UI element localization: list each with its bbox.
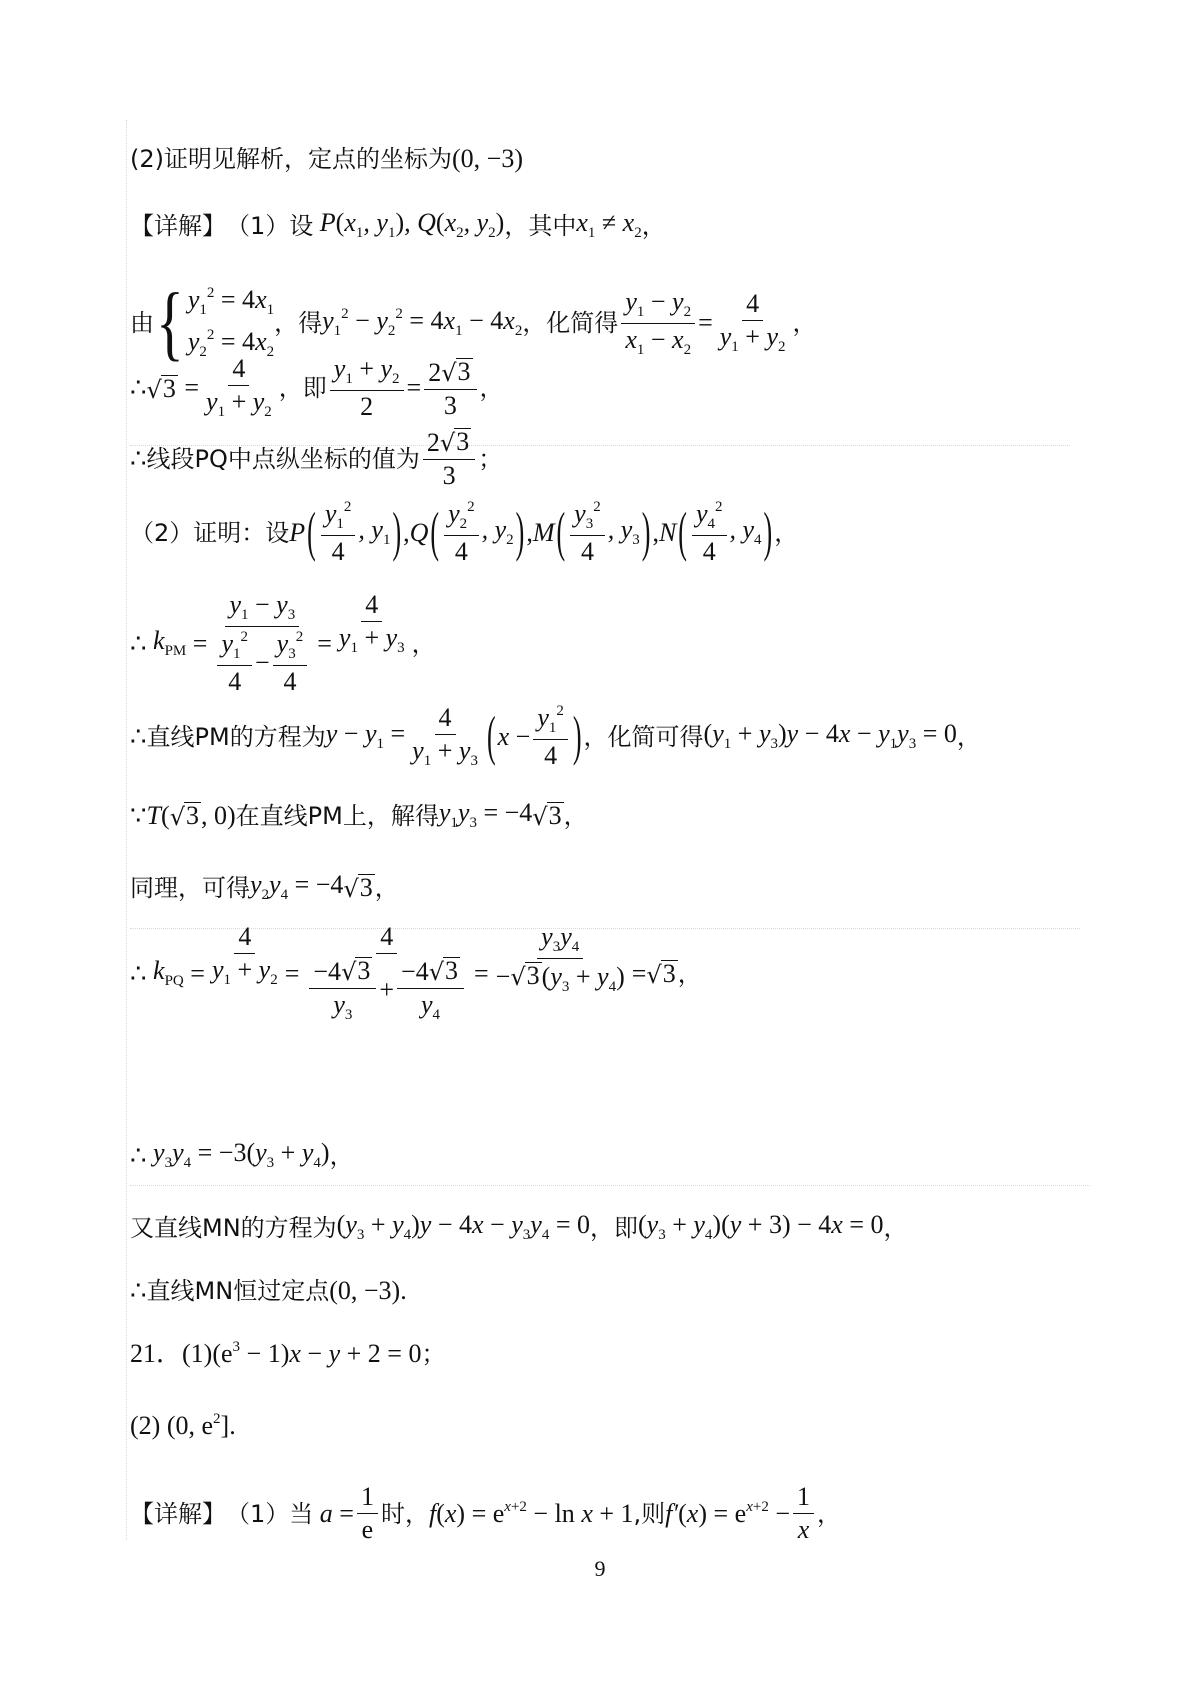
q21-detail-line: 【详解】 （1）当 a = $\frac{1}{e}$ 时， $f(x) = e^{x+2} - \ln x + 1$ ,则 $f'(x) = e^{x+2}$ − $\frac{1}{x}$ ， [130,1482,841,1544]
formula: $x_1 \ne x_2$ [576,208,642,241]
fixed-point: (0, −3) [452,144,523,173]
then-text: ,则 [633,1499,666,1528]
ie2-text: ，即 [589,1213,638,1242]
point-t-line: ∵ T ( √ 3 , 0) 在直线PM上，解得 $y_1y_3 = -4$ √ 3 ， [130,798,588,831]
page-number: 9 [594,1556,606,1581]
similarly-line: 同理，可得 $y_2y_4 = -4$ √ 3 ， [130,870,399,903]
simplify-text: ，化简得 [522,309,619,337]
because-symbol: ∵ [130,800,147,830]
similarly-text: 同理，可得 [130,873,250,902]
sqrt3-line: ∴ √ 3 = $\frac{4}{y_1 + y_2}$ ，即 $\frac{y_1 + y_2}{2}$ = 2 √ 3 3 ， [130,354,504,421]
fraction: $\frac{4}{y_1 + y_2}$ [719,289,786,355]
fraction: $\frac{y_1 + y_2}{2}$ [330,356,404,420]
therefore-symbol: ∴ [130,373,147,402]
sqrt: √ 3 [146,373,176,404]
part1-tag: （1）设 [226,211,314,240]
equation-system: $y_1^2 = 4x_1$ $y_2^2 = 4x_2$ [187,285,275,360]
on-line-pm-text: 在直线PM上，解得 [235,801,439,830]
detail-tag: 【详解】 [130,211,226,240]
q21-ans2-label: (2) [130,1410,161,1440]
when-text: （1）当 [226,1499,314,1528]
ie-text: ，即 [278,374,327,402]
mn-fixed-line: ∴ 直线MN恒过定点 (0, −3) . [130,1276,407,1305]
fraction: 4 −4 √ 3 $y_3$ + −4 √ 3 $y_4$ [302,924,471,1023]
fraction: 2 √ 3 3 [424,358,476,419]
fraction: $\frac{4}{y_1 + y_2}$ [206,354,272,420]
mn-text: 又直线MN的方程为 [130,1213,337,1242]
formula: $y_1^2 - y_2^2 = 4x_1 - 4x_2$ [322,306,523,339]
mn-fixed-text: 直线MN恒过定点 [146,1277,330,1305]
part2-setup-line: （2）证明：设 P ( $\frac{y_1^2}{4}$ , $y_1$ ) , Q ( $\frac{y_2^2}{4}$ , $y_2$ ) , M ( $\frac{y_3^2}{4}$ , $y_3$ ) , N ( $\frac{y_4^2}{4}$ , $y_4$ ) ， [130,499,799,566]
system-line: 由 { $y_1^2 = 4x_1$ $y_2^2 = 4x_2$ ，得 $y_1^2 - y_2^2 = 4x_1 - 4x_2$ ，化简得 $\frac{y_1 - y_2}{x_1 - x_2}$ = $\frac{4}{y_1 + y_2}$ ， [130,275,817,370]
answer-2-text: (2)证明见解析，定点的坐标为 [130,145,452,173]
part2-tag: （2）证明：设 [130,518,290,547]
midpoint-line: ∴ 线段PQ中点纵坐标的值为 2 √ 3 3 ； [130,427,503,490]
simplify2-text: ，化简可得 [583,722,704,751]
y3y4-line: ∴ $y_3y_4 = -3(y_3 + y_4)$ ， [130,1138,354,1171]
slope-pm-line: ∴ $k_{PM}$ = $y_1 - y_3$ $\frac{y_1^2}{4}$ − $\frac{y_3^2}{4}$ = $\frac{4}{y_1 + y_3}$ ， [130,590,436,696]
fraction: $\frac{4}{y_1 + y_3}$ [338,590,405,656]
when-tail: 时， [380,1499,429,1528]
q21-number: 21． [130,1338,183,1368]
q21-answer1-line: 21． (1) $(e^3 - 1)x - y + 2 = 0$ ； [130,1338,446,1368]
slope-pq-line: ∴ $k_{PQ}$ = $\frac{4}{y_1 + y_2}$ = 4 −4 √ 3 $y_3$ + −4 √ 3 $y_4$ = $y_3y_4$ − √ 3 $(y_3 + y_4)$ = √ 3 ， [130,922,702,1023]
formula: $P(x_1$, $y_1$), $Q(x_2$, $y_2$) [313,208,505,241]
get-text: ，得 [274,309,323,337]
from-text: 由 [130,309,154,337]
formula: P [289,517,306,547]
line-pm-equation: ∴ 直线PM的方程为 $y - y_1$ = $\frac{4}{y_1 + y_3}$ ( x − $\frac{y_1^2}{4}$ ) ，化简可得 $(y_1 + y_3)y - 4x - y_1y_3 = 0$ ， [130,702,981,770]
midpoint-text: 线段PQ中点纵坐标的值为 [146,444,420,473]
fraction: $y_1 - y_3$ $\frac{y_1^2}{4}$ − $\frac{y_3^2}{4}$ [210,592,314,695]
detail-part1-line: 【详解】 （1）设 $P(x_1$, $y_1$), $Q(x_2$, $y_2$) ，其中 $x_1 \ne x_2$ ， [130,208,666,241]
part1-cond: ，其中 [504,211,577,240]
divider [130,1185,1090,1186]
margin-guide [126,120,127,1540]
answer-part2-line [130,146,523,172]
line-pm-text: 直线PM的方程为 [146,722,326,751]
fraction: $\frac{y_1 - y_2}{x_1 - x_2}$ [621,289,695,358]
line-mn-equation: 又直线MN的方程为 $(y_3 + y_4)y - 4x - y_3y_4 = 0$ ，即 $(y_3 + y_4)(y + 3) - 4x = 0$ ， [130,1210,908,1243]
fraction: 2 √ 3 3 [423,428,475,489]
q21-answer2-line: (2) (0, $e^2$] . [130,1410,236,1440]
